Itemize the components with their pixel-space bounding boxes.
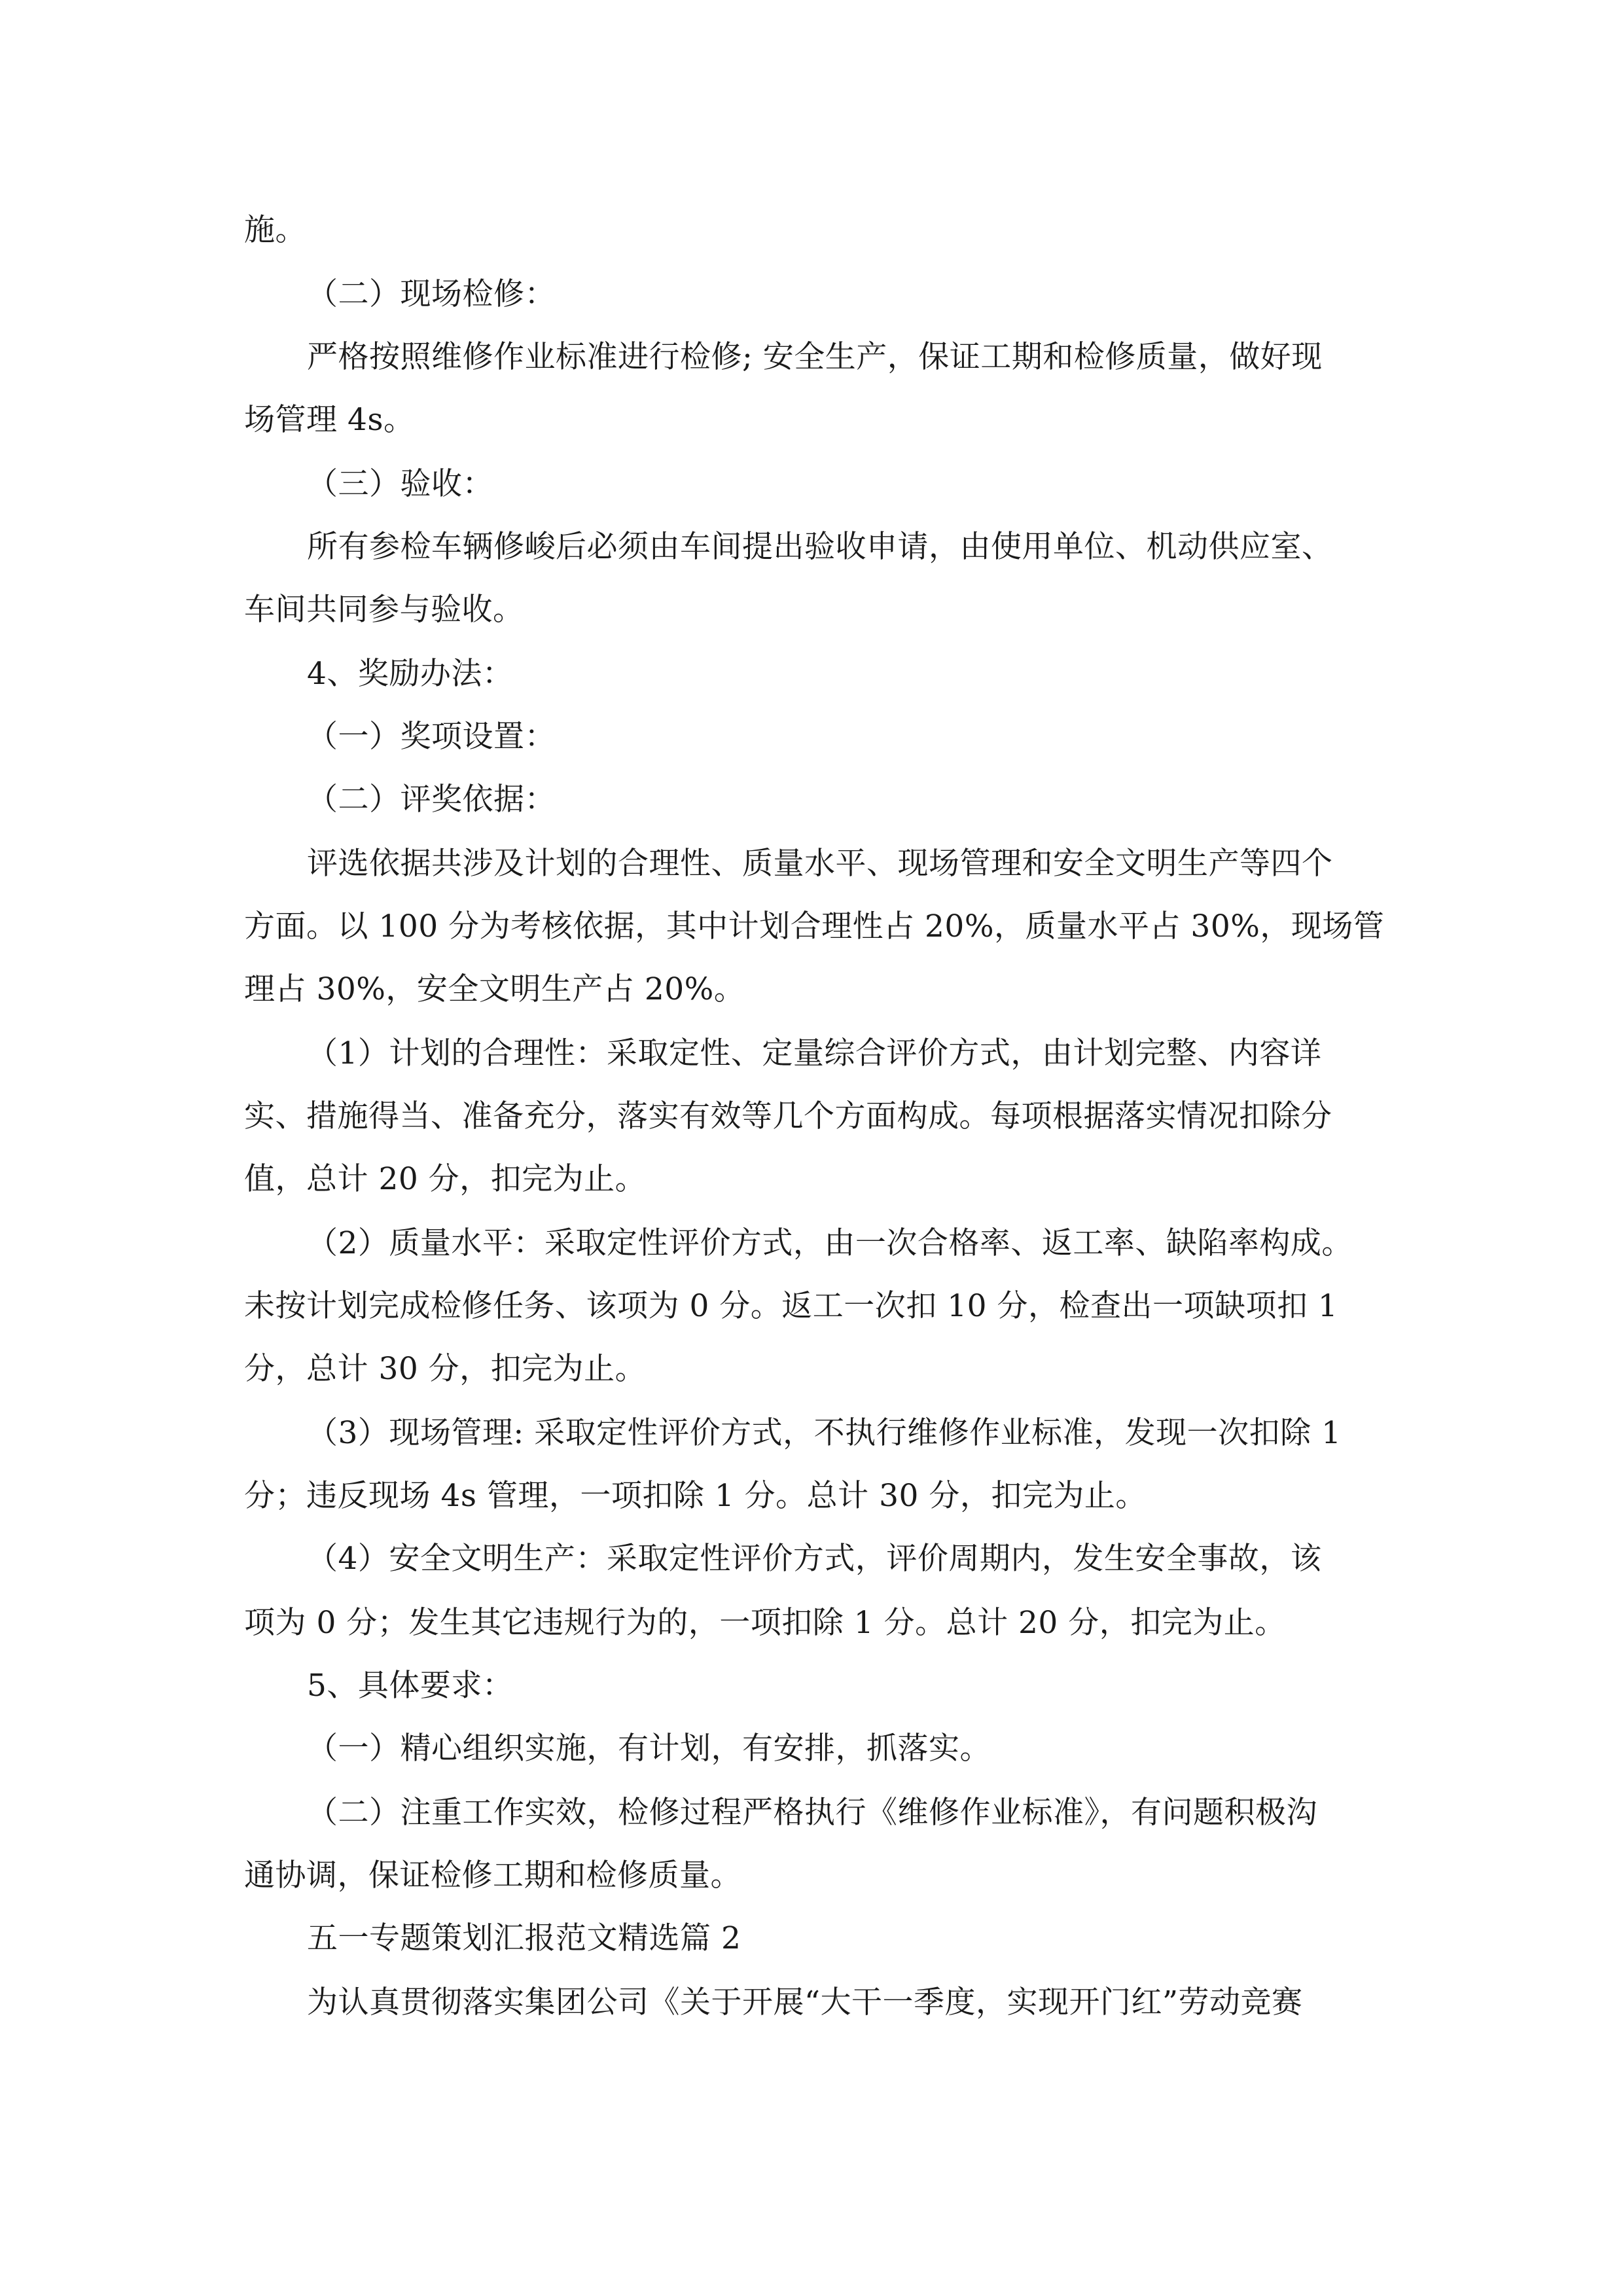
text-line: 方面。以 100 分为考核依据，其中计划合理性占 20%，质量水平占 30%，现场管 <box>244 908 1385 944</box>
text-line: 通协调，保证检修工期和检修质量。 <box>244 1857 741 1893</box>
article-title: 五一专题策划汇报范文精选篇 2 <box>307 1920 741 1956</box>
text-line: 项为 0 分；发生其它违规行为的，一项扣除 1 分。总计 20 分，扣完为止。 <box>244 1605 1286 1641</box>
text-line: 场管理 4s。 <box>244 402 415 438</box>
text-line: 值，总计 20 分，扣完为止。 <box>244 1161 647 1197</box>
text-line: （1）计划的合理性：采取定性、定量综合评价方式，由计划完整、内容详 <box>307 1035 1322 1071</box>
text-line: 为认真贯彻落实集团公司《关于开展“大干一季度，实现开门红”劳动竞赛 <box>307 1984 1303 2020</box>
text-line: （2）质量水平：采取定性评价方式，由一次合格率、返工率、缺陷率构成。 <box>307 1225 1353 1261</box>
text-line: 严格按照维修作业标准进行检修; 安全生产，保证工期和检修质量，做好现 <box>307 339 1323 375</box>
text-line: 理占 30%，安全文明生产占 20%。 <box>244 971 745 1007</box>
section-heading: （二）评奖依据： <box>307 781 556 817</box>
text-line: 车间共同参与验收。 <box>244 592 524 628</box>
text-line: 评选依据共涉及计划的合理性、质量水平、现场管理和安全文明生产等四个 <box>307 846 1333 882</box>
text-line: （4）安全文明生产：采取定性评价方式，评价周期内，发生安全事故，该 <box>307 1541 1322 1577</box>
text-line: 实、措施得当、准备充分，落实有效等几个方面构成。每项根据落实情况扣除分 <box>244 1098 1332 1134</box>
text-line: （二）注重工作实效，检修过程严格执行《维修作业标准》，有问题积极沟 <box>307 1795 1317 1831</box>
text-line: 分；违反现场 4s 管理，一项扣除 1 分。总计 30 分，扣完为止。 <box>244 1478 1147 1514</box>
text-line: （3）现场管理: 采取定性评价方式，不执行维修作业标准，发现一次扣除 1 <box>307 1415 1342 1451</box>
section-heading: 4、奖励办法： <box>307 656 514 692</box>
text-line: 施。 <box>244 212 306 248</box>
section-heading: （二）现场检修： <box>307 276 556 312</box>
text-line: （一）精心组织实施，有计划，有安排，抓落实。 <box>307 1731 991 1767</box>
text-line: 所有参检车辆修峻后必须由车间提出验收申请，由使用单位、机动供应室、 <box>307 529 1333 565</box>
section-heading: 5、具体要求： <box>307 1668 514 1704</box>
section-heading: （三）验收： <box>307 466 493 502</box>
section-heading: （一）奖项设置： <box>307 719 556 755</box>
text-line: 未按计划完成检修任务、该项为 0 分。返工一次扣 10 分，检查出一项缺项扣 1 <box>244 1288 1338 1324</box>
text-line: 分，总计 30 分，扣完为止。 <box>244 1351 647 1387</box>
